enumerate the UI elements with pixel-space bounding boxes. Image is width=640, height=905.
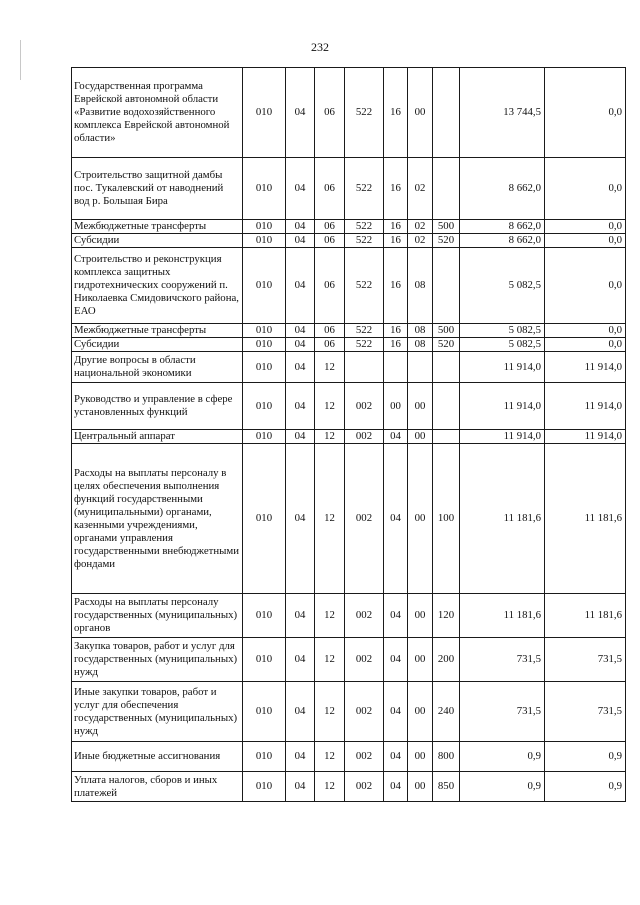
cell-program-code: 522 (345, 68, 384, 158)
cell-subsection-code: 06 (315, 68, 345, 158)
cell-expense-type (433, 158, 460, 220)
cell-subsection-code: 12 (315, 682, 345, 742)
cell-program-code (345, 352, 384, 383)
cell-expense-type: 240 (433, 682, 460, 742)
cell-ministry-code: 010 (243, 158, 286, 220)
cell-item-code: 02 (408, 234, 433, 248)
cell-subsection-code: 12 (315, 444, 345, 594)
cell-amount-2: 0,0 (545, 338, 626, 352)
cell-item-code: 00 (408, 68, 433, 158)
row-name: Государственная программа Еврейской автономной области «Развитие водохозяйственного комплекса Еврейской автономной области» (72, 68, 243, 158)
cell-amount-1: 5 082,5 (460, 324, 545, 338)
row-name: Расходы на выплаты персоналу в целях обеспечения выполнения функций государственными (муниципальными) органами, казенными учреждениями, органами управления государственными внебюджетными фондами (72, 444, 243, 594)
cell-subprogram-code: 16 (384, 68, 408, 158)
row-name: Закупка товаров, работ и услуг для государственных (муниципальных) нужд (72, 638, 243, 682)
cell-program-code: 002 (345, 383, 384, 430)
cell-item-code: 08 (408, 248, 433, 324)
cell-item-code: 00 (408, 682, 433, 742)
cell-subprogram-code: 00 (384, 383, 408, 430)
cell-ministry-code: 010 (243, 742, 286, 772)
page-number: 232 (311, 40, 329, 54)
cell-ministry-code: 010 (243, 383, 286, 430)
cell-item-code: 00 (408, 742, 433, 772)
cell-expense-type (433, 383, 460, 430)
cell-section-code: 04 (286, 772, 315, 802)
cell-section-code: 04 (286, 383, 315, 430)
cell-amount-1: 0,9 (460, 742, 545, 772)
cell-amount-1: 11 181,6 (460, 444, 545, 594)
cell-amount-1: 731,5 (460, 638, 545, 682)
table-row (72, 638, 626, 682)
cell-section-code: 04 (286, 430, 315, 444)
cell-program-code: 522 (345, 220, 384, 234)
row-name: Иные закупки товаров, работ и услуг для обеспечения государственных (муниципальных) нужд (72, 682, 243, 742)
cell-amount-1: 5 082,5 (460, 248, 545, 324)
cell-ministry-code: 010 (243, 338, 286, 352)
cell-amount-1: 731,5 (460, 682, 545, 742)
cell-program-code: 002 (345, 594, 384, 638)
cell-amount-2: 0,0 (545, 324, 626, 338)
cell-subsection-code: 06 (315, 234, 345, 248)
cell-expense-type: 500 (433, 220, 460, 234)
cell-expense-type (433, 248, 460, 324)
cell-section-code: 04 (286, 638, 315, 682)
row-name: Строительство защитной дамбы пос. Тукалевский от наводнений вод р. Большая Бира (72, 158, 243, 220)
cell-section-code: 04 (286, 338, 315, 352)
cell-subprogram-code: 16 (384, 220, 408, 234)
cell-subprogram-code: 04 (384, 742, 408, 772)
cell-subsection-code: 12 (315, 638, 345, 682)
row-name: Межбюджетные трансферты (72, 324, 243, 338)
cell-program-code: 002 (345, 742, 384, 772)
cell-subsection-code: 12 (315, 594, 345, 638)
row-name: Субсидии (72, 234, 243, 248)
cell-subsection-code: 12 (315, 383, 345, 430)
cell-amount-2: 0,0 (545, 248, 626, 324)
cell-expense-type (433, 68, 460, 158)
cell-subprogram-code: 04 (384, 444, 408, 594)
cell-ministry-code: 010 (243, 682, 286, 742)
cell-section-code: 04 (286, 324, 315, 338)
cell-ministry-code: 010 (243, 772, 286, 802)
cell-subsection-code: 12 (315, 352, 345, 383)
cell-ministry-code: 010 (243, 444, 286, 594)
cell-expense-type: 520 (433, 338, 460, 352)
cell-amount-2: 0,9 (545, 772, 626, 802)
cell-section-code: 04 (286, 444, 315, 594)
cell-section-code: 04 (286, 158, 315, 220)
cell-ministry-code: 010 (243, 68, 286, 158)
row-name: Центральный аппарат (72, 430, 243, 444)
cell-ministry-code: 010 (243, 594, 286, 638)
cell-program-code: 522 (345, 324, 384, 338)
cell-expense-type (433, 352, 460, 383)
cell-subprogram-code: 04 (384, 594, 408, 638)
cell-amount-1: 5 082,5 (460, 338, 545, 352)
cell-subprogram-code: 16 (384, 324, 408, 338)
table-row (72, 383, 626, 430)
row-name: Уплата налогов, сборов и иных платежей (72, 772, 243, 802)
cell-subsection-code: 12 (315, 772, 345, 802)
cell-amount-2: 0,0 (545, 68, 626, 158)
cell-item-code: 00 (408, 430, 433, 444)
table-row (72, 430, 626, 444)
table-row (72, 772, 626, 802)
cell-program-code: 002 (345, 444, 384, 594)
cell-ministry-code: 010 (243, 352, 286, 383)
cell-expense-type: 100 (433, 444, 460, 594)
cell-subsection-code: 06 (315, 158, 345, 220)
cell-expense-type: 850 (433, 772, 460, 802)
cell-section-code: 04 (286, 248, 315, 324)
table-row (72, 352, 626, 383)
cell-section-code: 04 (286, 594, 315, 638)
cell-section-code: 04 (286, 234, 315, 248)
table-row (72, 324, 626, 338)
cell-amount-2: 0,9 (545, 742, 626, 772)
row-name: Другие вопросы в области национальной экономики (72, 352, 243, 383)
cell-section-code: 04 (286, 682, 315, 742)
cell-program-code: 002 (345, 682, 384, 742)
cell-expense-type: 520 (433, 234, 460, 248)
cell-ministry-code: 010 (243, 248, 286, 324)
cell-item-code: 00 (408, 383, 433, 430)
row-name: Расходы на выплаты персоналу государственных (муниципальных) органов (72, 594, 243, 638)
cell-section-code: 04 (286, 352, 315, 383)
cell-item-code: 00 (408, 594, 433, 638)
cell-item-code: 02 (408, 158, 433, 220)
cell-amount-2: 0,0 (545, 220, 626, 234)
table-row (72, 338, 626, 352)
cell-expense-type: 500 (433, 324, 460, 338)
cell-program-code: 002 (345, 772, 384, 802)
cell-subprogram-code (384, 352, 408, 383)
cell-expense-type (433, 430, 460, 444)
cell-amount-1: 11 914,0 (460, 430, 545, 444)
cell-subprogram-code: 04 (384, 682, 408, 742)
table-row (72, 68, 626, 158)
cell-program-code: 522 (345, 158, 384, 220)
cell-item-code: 00 (408, 444, 433, 594)
cell-amount-2: 0,0 (545, 158, 626, 220)
cell-subprogram-code: 16 (384, 338, 408, 352)
cell-subprogram-code: 04 (384, 638, 408, 682)
cell-ministry-code: 010 (243, 234, 286, 248)
table-row (72, 220, 626, 234)
cell-ministry-code: 010 (243, 324, 286, 338)
cell-subprogram-code: 16 (384, 248, 408, 324)
cell-program-code: 002 (345, 430, 384, 444)
cell-amount-2: 0,0 (545, 234, 626, 248)
row-name: Иные бюджетные ассигнования (72, 742, 243, 772)
cell-amount-2: 11 181,6 (545, 444, 626, 594)
budget-table (71, 67, 626, 802)
cell-section-code: 04 (286, 68, 315, 158)
row-name: Субсидии (72, 338, 243, 352)
cell-expense-type: 120 (433, 594, 460, 638)
cell-amount-1: 11 914,0 (460, 383, 545, 430)
cell-subprogram-code: 04 (384, 772, 408, 802)
cell-subprogram-code: 16 (384, 158, 408, 220)
cell-amount-1: 13 744,5 (460, 68, 545, 158)
cell-item-code: 00 (408, 772, 433, 802)
cell-subsection-code: 12 (315, 430, 345, 444)
cell-section-code: 04 (286, 220, 315, 234)
table-row (72, 594, 626, 638)
cell-program-code: 522 (345, 338, 384, 352)
cell-item-code: 08 (408, 338, 433, 352)
cell-amount-2: 11 914,0 (545, 430, 626, 444)
table-row (72, 682, 626, 742)
cell-subsection-code: 06 (315, 338, 345, 352)
cell-section-code: 04 (286, 742, 315, 772)
cell-amount-1: 8 662,0 (460, 220, 545, 234)
cell-amount-2: 731,5 (545, 682, 626, 742)
cell-expense-type: 800 (433, 742, 460, 772)
cell-amount-1: 11 914,0 (460, 352, 545, 383)
row-name: Межбюджетные трансферты (72, 220, 243, 234)
cell-ministry-code: 010 (243, 638, 286, 682)
cell-subsection-code: 06 (315, 248, 345, 324)
scan-margin-line (20, 40, 21, 80)
cell-subprogram-code: 16 (384, 234, 408, 248)
cell-program-code: 522 (345, 248, 384, 324)
cell-subprogram-code: 04 (384, 430, 408, 444)
cell-amount-1: 0,9 (460, 772, 545, 802)
cell-item-code: 00 (408, 638, 433, 682)
cell-amount-2: 731,5 (545, 638, 626, 682)
cell-ministry-code: 010 (243, 430, 286, 444)
cell-subsection-code: 12 (315, 742, 345, 772)
cell-amount-1: 8 662,0 (460, 158, 545, 220)
cell-amount-1: 8 662,0 (460, 234, 545, 248)
cell-amount-2: 11 914,0 (545, 383, 626, 430)
cell-item-code (408, 352, 433, 383)
cell-item-code: 08 (408, 324, 433, 338)
cell-program-code: 522 (345, 234, 384, 248)
cell-amount-2: 11 181,6 (545, 594, 626, 638)
table-row (72, 158, 626, 220)
row-name: Строительство и реконструкция комплекса защитных гидротехнических сооружений п. Николаевка Смидовичского района, ЕАО (72, 248, 243, 324)
cell-program-code: 002 (345, 638, 384, 682)
table-row (72, 444, 626, 594)
cell-amount-2: 11 914,0 (545, 352, 626, 383)
row-name: Руководство и управление в сфере установленных функций (72, 383, 243, 430)
cell-item-code: 02 (408, 220, 433, 234)
cell-expense-type: 200 (433, 638, 460, 682)
table-row (72, 234, 626, 248)
cell-subsection-code: 06 (315, 220, 345, 234)
cell-amount-1: 11 181,6 (460, 594, 545, 638)
table-row (72, 742, 626, 772)
cell-ministry-code: 010 (243, 220, 286, 234)
cell-subsection-code: 06 (315, 324, 345, 338)
table-row (72, 248, 626, 324)
